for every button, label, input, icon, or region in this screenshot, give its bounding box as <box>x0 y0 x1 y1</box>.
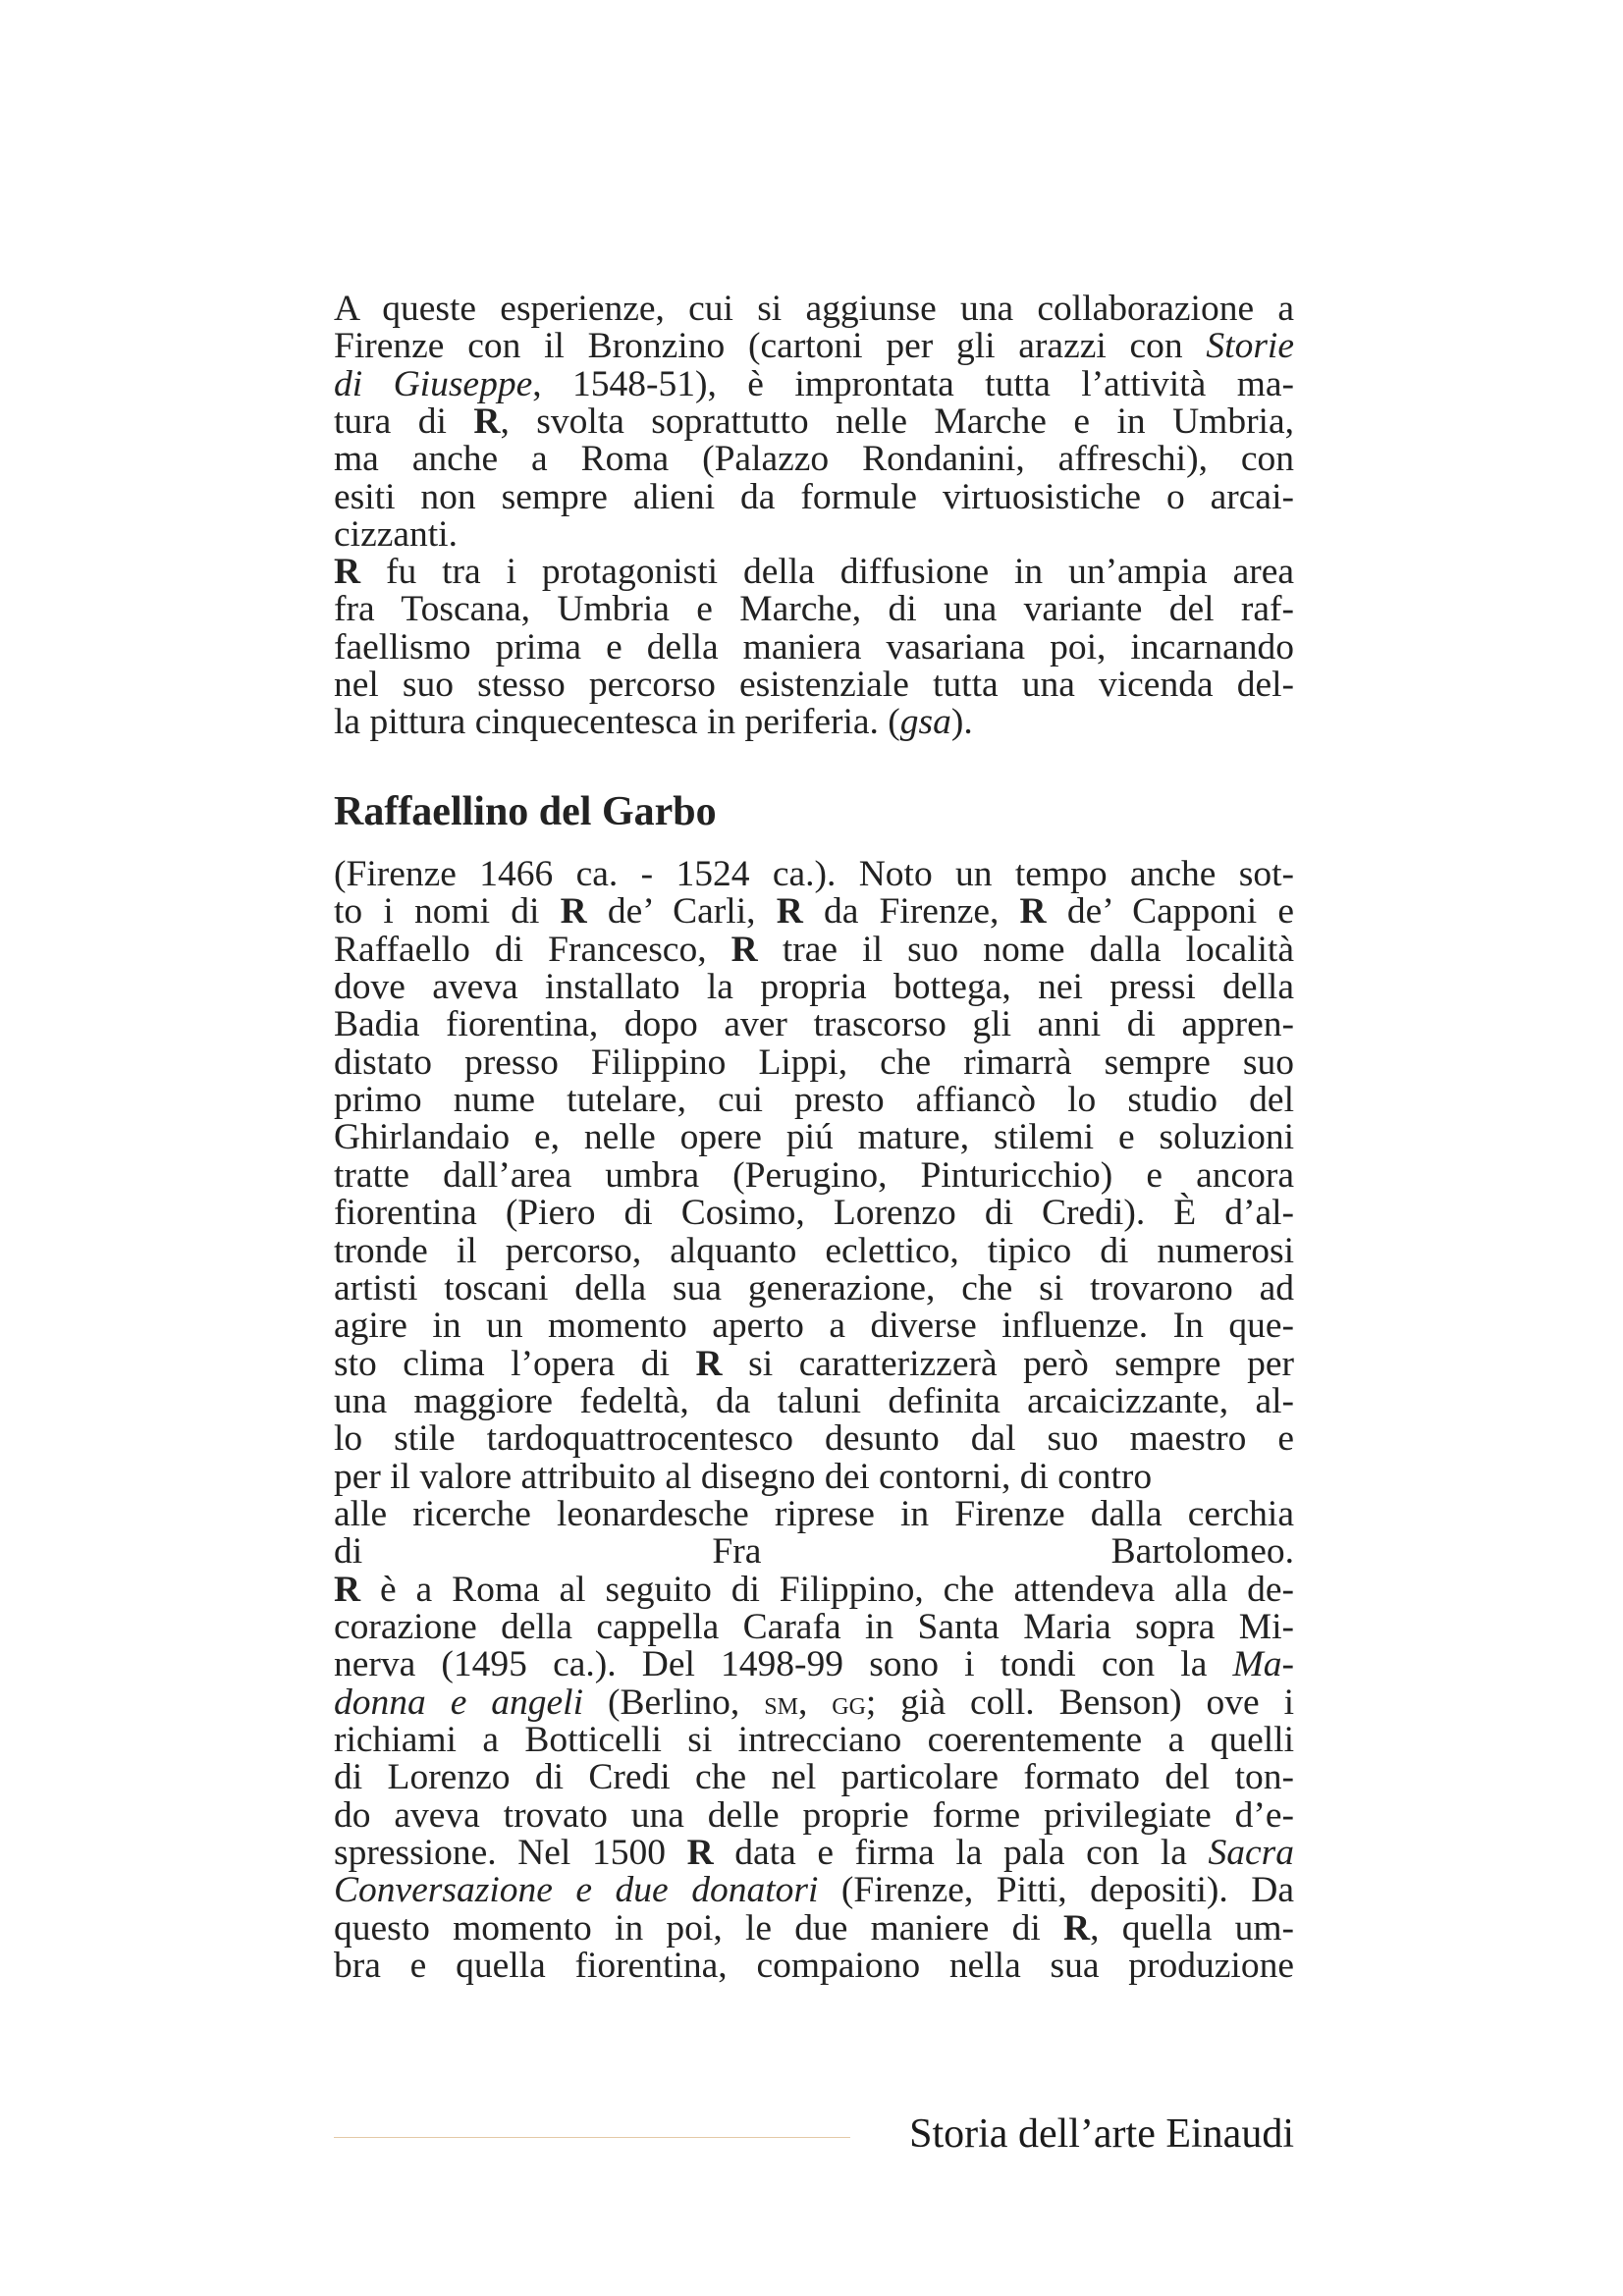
text-run: Ghirlandaio e, nelle opere piú mature, stilemi e soluzioni <box>334 1117 1294 1158</box>
text-run: sm <box>764 1684 798 1722</box>
text-line <box>334 1456 1294 1497</box>
text-run: fiorentina (Piero di Cosimo, Lorenzo di Credi). È d’al- <box>334 1193 1294 1234</box>
text-run: artisti toscani della sua generazione, che si trovarono ad <box>334 1267 1294 1308</box>
text-line <box>334 893 1294 931</box>
text-run: R <box>776 891 803 933</box>
text-line <box>334 1722 1294 1759</box>
text-run: sto clima l’opera di <box>334 1343 696 1384</box>
footer-rule <box>334 2137 850 2138</box>
text-line <box>334 1684 1294 1723</box>
text-run: distato presso Filippino Lippi, che rimarrà sempre suo <box>334 1041 1294 1083</box>
text-line <box>334 554 1294 591</box>
text-run: Conversazione e due donatori <box>334 1870 819 1911</box>
text-run: di Fra Bartolomeo. <box>334 1531 1294 1573</box>
text-run: alle ricerche leonardesche riprese in Firenze dalla cerchia <box>334 1493 1294 1534</box>
text-run: gsa <box>899 702 951 743</box>
text-run: , <box>797 1682 833 1723</box>
text-run: tratte dall’area umbra (Perugino, Pinturicchio) e ancora <box>334 1154 1294 1196</box>
text-line <box>334 328 1294 365</box>
text-run: corazione della cappella Carafa in Santa Maria sopra Mi- <box>334 1607 1294 1647</box>
text-line <box>334 1907 1294 1949</box>
text-line <box>334 1308 1294 1345</box>
text-run: primo nume tutelare, cui presto affiancò lo studio del <box>334 1080 1294 1121</box>
text-line <box>334 1195 1294 1232</box>
text-run: nel suo stesso percorso esistenziale tutta una vicenda del- <box>334 665 1294 705</box>
text-run: (Berlino, <box>583 1682 765 1723</box>
text-line <box>334 1759 1294 1796</box>
text-run: A queste esperienze, cui si aggiunse una collaborazione a <box>334 289 1294 329</box>
text-line <box>334 929 1294 970</box>
text-run: richiami a Botticelli si intrecciano coerentemente a quelli <box>334 1720 1294 1761</box>
text-line <box>334 1343 1294 1384</box>
text-run: per il valore attribuito al disegno dei contorni, di contro <box>334 1456 1153 1497</box>
text-line <box>334 704 1294 741</box>
text-line <box>334 1230 1294 1271</box>
text-run: cizzanti. <box>334 513 458 555</box>
text-line <box>334 1872 1294 1909</box>
text-run: di Lorenzo di Credi che nel particolare formato del ton- <box>334 1757 1294 1798</box>
text-line <box>334 476 1294 517</box>
text-line <box>334 1794 1294 1836</box>
text-run: Sacra <box>1208 1833 1294 1874</box>
text-line <box>334 1041 1294 1083</box>
text-line <box>334 1267 1294 1308</box>
text-line <box>334 969 1294 1006</box>
text-run: questo momento in poi, le due maniere di <box>334 1907 1064 1949</box>
text-run: faellismo prima e della maniera vasariana poi, incarnando <box>334 626 1294 667</box>
text-run: Ma- <box>1232 1644 1294 1685</box>
text-line <box>334 1420 1294 1458</box>
text-line <box>334 1948 1294 1985</box>
text-run: R <box>1019 891 1047 933</box>
text-run: dove aveva installato la propria bottega, nei pressi della <box>334 967 1294 1008</box>
text-run: (Firenze, Pitti, depositi). Da <box>818 1870 1294 1911</box>
text-run: donna e angeli <box>334 1682 584 1723</box>
text-run: R <box>334 552 361 593</box>
text-run: (Firenze 1466 ca. - 1524 ca.). Noto un tempo anche sot- <box>334 854 1294 894</box>
text-run: to i nomi di <box>334 891 561 933</box>
text-line <box>334 591 1294 628</box>
text-run: ma anche a Roma (Palazzo Rondanini, affreschi), con <box>334 439 1294 480</box>
text-run: , svolta soprattutto nelle Marche e in Umbria, <box>500 400 1294 442</box>
text-run: spressione. Nel 1500 <box>334 1833 687 1874</box>
text-line <box>334 1646 1294 1683</box>
footer-title: Storia dell’arte Einaudi <box>909 2111 1294 2157</box>
text-run: , 1548-51), è improntata tutta l’attività ma- <box>532 363 1294 404</box>
text-run: fra Toscana, Umbria e Marche, di una variante del raf- <box>334 589 1294 630</box>
text-line <box>334 1533 1294 1571</box>
text-run: agire in un momento aperto a diverse influenze. In que- <box>334 1306 1294 1347</box>
text-line <box>334 400 1294 442</box>
text-run: R <box>473 400 501 442</box>
text-run: si caratterizzerà però sempre per <box>722 1343 1294 1384</box>
text-run: de’ Carli, <box>586 891 777 933</box>
text-run: ; già coll. Benson) ove i <box>865 1682 1294 1723</box>
text-line <box>334 513 1294 555</box>
entry-heading: Raffaellino del Garbo <box>334 789 717 834</box>
text-line <box>334 1006 1294 1043</box>
text-run: di Giuseppe <box>334 363 533 404</box>
text-run: è a Roma al seguito di Filippino, che attendeva alla de- <box>360 1569 1294 1610</box>
text-run: fu tra i protagonisti della diffusione in un’ampia area <box>360 552 1294 593</box>
text-line <box>334 291 1294 328</box>
text-line <box>334 1119 1294 1156</box>
text-run: la pittura cinquecentesca in periferia. ( <box>334 702 900 743</box>
text-run: gg <box>832 1684 866 1722</box>
text-run: R <box>334 1569 361 1610</box>
text-run: Badia fiorentina, dopo aver trascorso gli anni di appren- <box>334 1004 1294 1045</box>
text-line <box>334 1569 1294 1610</box>
text-run: Firenze con il Bronzino (cartoni per gli arazzi con <box>334 326 1207 367</box>
text-line <box>334 856 1294 893</box>
text-run: tura di <box>334 400 474 442</box>
text-line <box>334 1493 1294 1534</box>
text-run: R <box>560 891 587 933</box>
text-run: Raffaello di Francesco, <box>334 929 731 970</box>
text-line <box>334 1082 1294 1119</box>
text-run: nerva (1495 ca.). Del 1498-99 sono i tondi con la <box>334 1644 1233 1685</box>
text-run: tronde il percorso, alquanto eclettico, tipico di numerosi <box>334 1230 1294 1271</box>
text-run: , quella um- <box>1090 1907 1294 1949</box>
text-line <box>334 1154 1294 1196</box>
text-line <box>334 1835 1294 1872</box>
text-line <box>334 1609 1294 1646</box>
text-line <box>334 1380 1294 1421</box>
text-run: esiti non sempre alieni da formule virtuosistiche o arcai- <box>334 476 1294 517</box>
text-run: ). <box>950 702 973 743</box>
text-line <box>334 363 1294 404</box>
text-run: da Firenze, <box>802 891 1020 933</box>
text-run: de’ Capponi e <box>1046 891 1295 933</box>
text-line <box>334 667 1294 704</box>
text-run: lo stile tardoquattrocentesco desunto dal suo maestro e <box>334 1418 1294 1460</box>
text-run: bra e quella fiorentina, compaiono nella sua produzione <box>334 1946 1294 1987</box>
text-run: do aveva trovato una delle proprie forme privilegiate d’e- <box>334 1794 1294 1836</box>
text-line <box>334 441 1294 478</box>
text-run: R <box>1063 1907 1091 1949</box>
text-run: R <box>686 1833 714 1874</box>
text-run: trae il suo nome dalla località <box>757 929 1294 970</box>
text-run: R <box>730 929 758 970</box>
text-run: R <box>695 1343 723 1384</box>
text-run: data e firma la pala con la <box>713 1833 1209 1874</box>
text-run: Storie <box>1206 326 1294 367</box>
text-line <box>334 626 1294 667</box>
text-run: una maggiore fedeltà, da taluni definita arcaicizzante, al- <box>334 1380 1294 1421</box>
